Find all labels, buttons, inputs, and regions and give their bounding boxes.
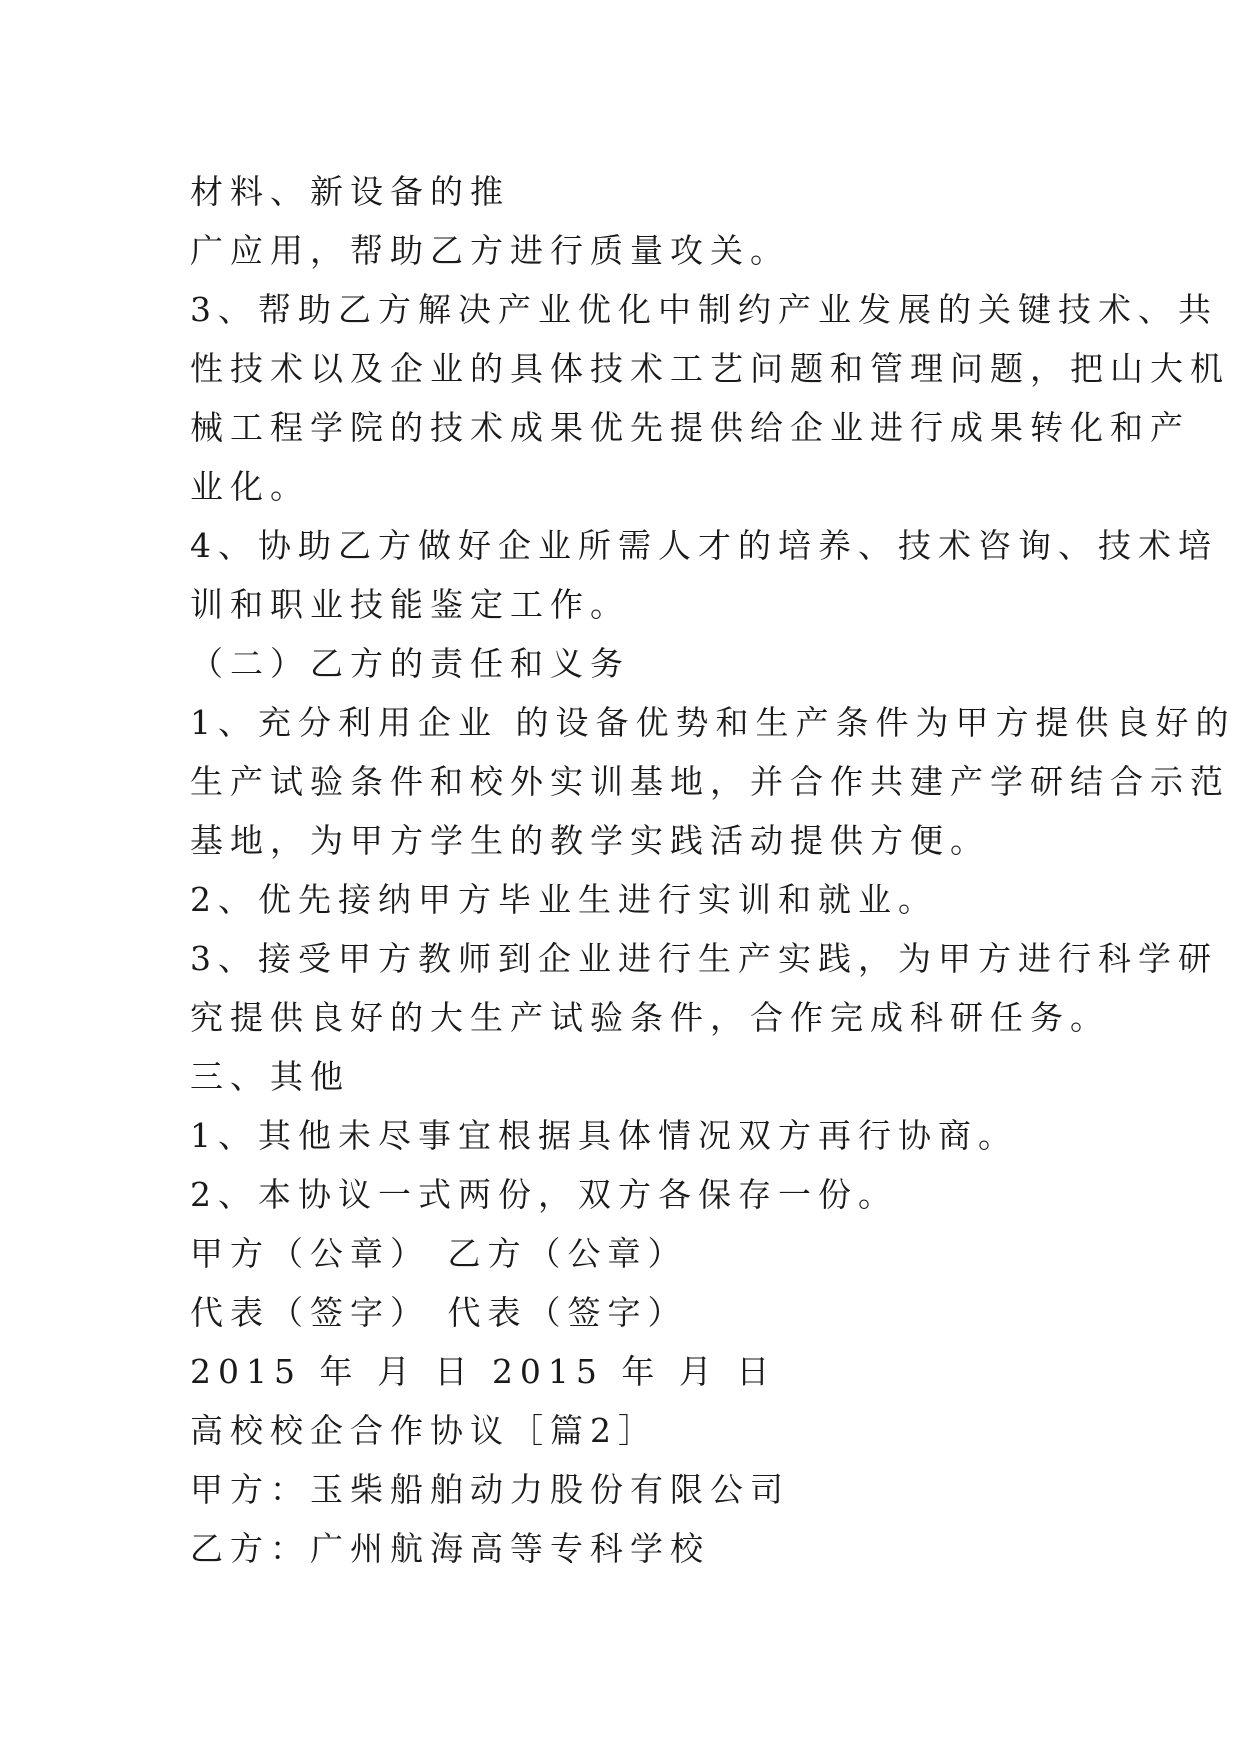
party-a-line: 甲方：玉柴船舶动力股份有限公司 bbox=[190, 1470, 790, 1509]
text-line: 究提供良好的大生产试验条件，合作完成科研任务。 bbox=[190, 998, 1110, 1037]
signature-line-representative: 代表（签字） 代表（签字） bbox=[190, 1293, 688, 1332]
text-line: 3、接受甲方教师到企业进行生产实践，为甲方进行科学研 bbox=[190, 939, 1218, 978]
text-line: 3、帮助乙方解决产业优化中制约产业发展的关键技术、共 bbox=[190, 290, 1218, 329]
signature-line-date: 2015 年 月 日 2015 年 月 日 bbox=[190, 1352, 777, 1391]
text-line: 广应用，帮助乙方进行质量攻关。 bbox=[190, 231, 790, 270]
text-line: 2、优先接纳甲方毕业生进行实训和就业。 bbox=[190, 880, 938, 919]
section-heading: 三、其他 bbox=[190, 1057, 350, 1096]
text-line: 业化。 bbox=[190, 467, 310, 506]
text-line: 1、充分利用企业 的设备优势和生产条件为甲方提供良好的 bbox=[190, 703, 1236, 742]
section-heading: （二）乙方的责任和义务 bbox=[190, 644, 630, 683]
document-title: 高校校企合作协议［篇2］ bbox=[190, 1411, 658, 1450]
text-line: 材料、新设备的推 bbox=[190, 172, 510, 211]
text-line: 1、其他未尽事宜根据具体情况双方再行协商。 bbox=[190, 1116, 1018, 1155]
text-line: 生产试验条件和校外实训基地，并合作共建产学研结合示范 bbox=[190, 762, 1230, 801]
text-line: 2、本协议一式两份，双方各保存一份。 bbox=[190, 1175, 898, 1214]
text-line: 4、协助乙方做好企业所需人才的培养、技术咨询、技术培 bbox=[190, 526, 1218, 565]
document-body bbox=[190, 162, 1236, 1578]
party-b-line: 乙方：广州航海高等专科学校 bbox=[190, 1529, 710, 1568]
text-line: 械工程学院的技术成果优先提供给企业进行成果转化和产 bbox=[190, 408, 1190, 447]
text-line: 基地，为甲方学生的教学实践活动提供方便。 bbox=[190, 821, 990, 860]
signature-line-seal: 甲方（公章） 乙方（公章） bbox=[190, 1234, 688, 1273]
text-line: 训和职业技能鉴定工作。 bbox=[190, 585, 630, 624]
text-line: 性技术以及企业的具体技术工艺问题和管理问题，把山大机 bbox=[190, 349, 1230, 388]
